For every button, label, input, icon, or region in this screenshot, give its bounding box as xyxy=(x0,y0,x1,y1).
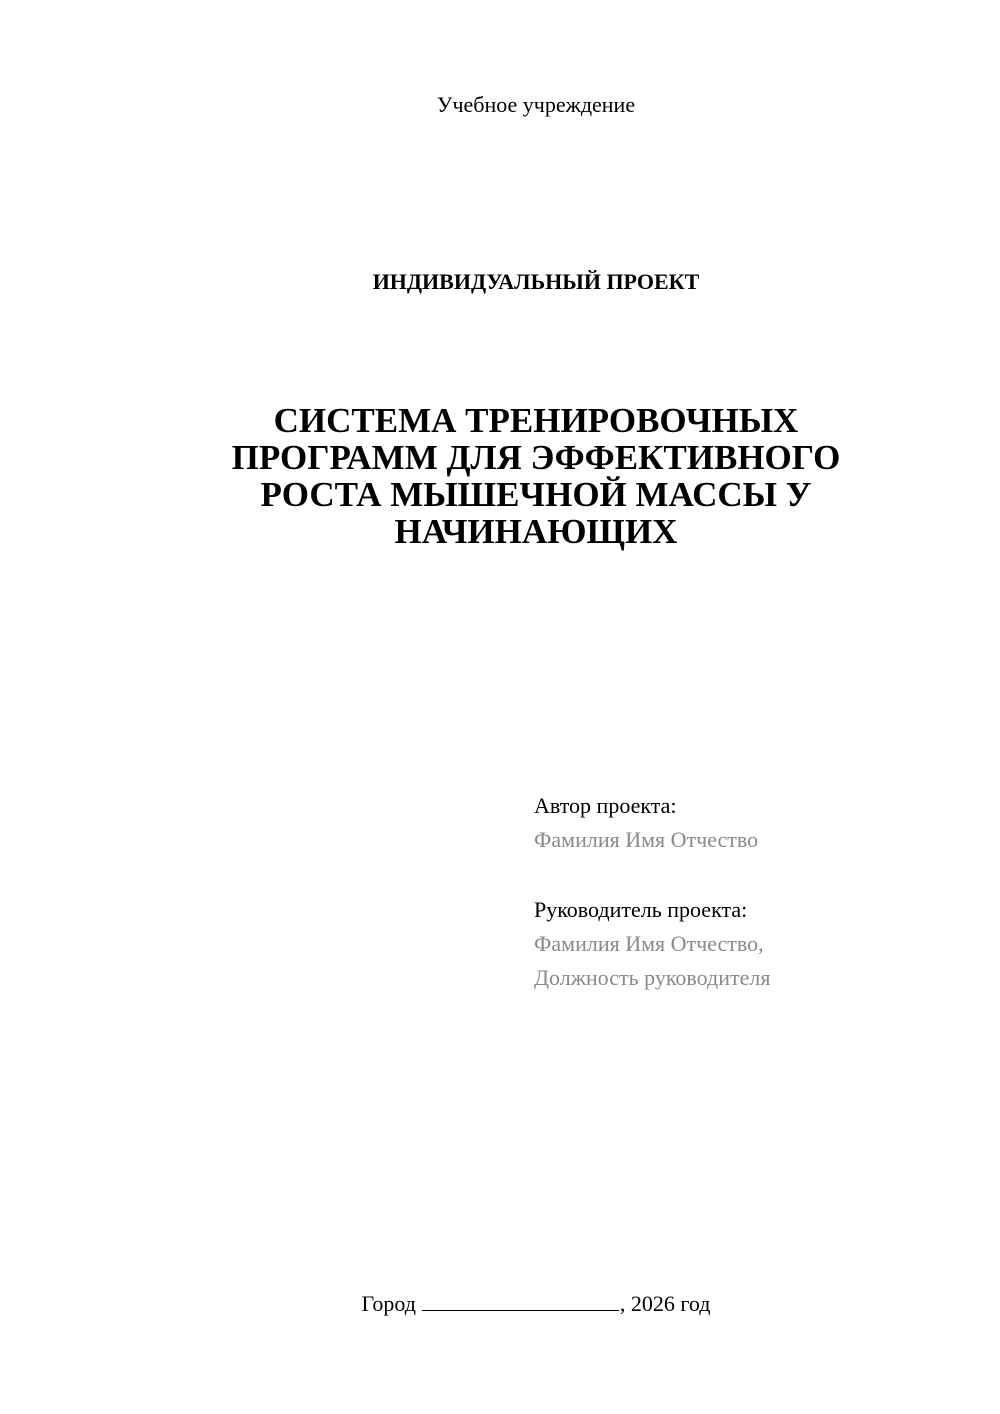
project-title-line-2: ПРОГРАММ ДЛЯ ЭФФЕКТИВНОГО xyxy=(231,438,841,477)
project-title-line-4: НАЧИНАЮЩИХ xyxy=(394,512,678,551)
city-blank-line xyxy=(422,1290,619,1311)
supervisor-position: Должность руководителя xyxy=(534,965,771,990)
city-year-line xyxy=(0,1289,1000,1319)
city-label: Город xyxy=(361,1291,416,1316)
credits-spacer xyxy=(534,857,770,893)
supervisor-label: Руководитель проекта: xyxy=(534,897,748,922)
year-text: , 2026 год xyxy=(619,1291,711,1316)
document-type: ИНДИВИДУАЛЬНЫЙ ПРОЕКТ xyxy=(372,269,700,294)
supervisor-name: Фамилия Имя Отчество, xyxy=(534,931,764,956)
author-label: Автор проекта: xyxy=(534,793,677,818)
project-title xyxy=(0,402,1000,550)
project-title-line-1: СИСТЕМА ТРЕНИРОВОЧНЫХ xyxy=(273,401,799,440)
project-title-line-3: РОСТА МЫШЕЧНОЙ МАССЫ У xyxy=(260,475,812,514)
institution-name: Учебное учреждение xyxy=(436,92,636,117)
credits-block xyxy=(534,789,770,995)
author-name: Фамилия Имя Отчество xyxy=(534,827,759,852)
